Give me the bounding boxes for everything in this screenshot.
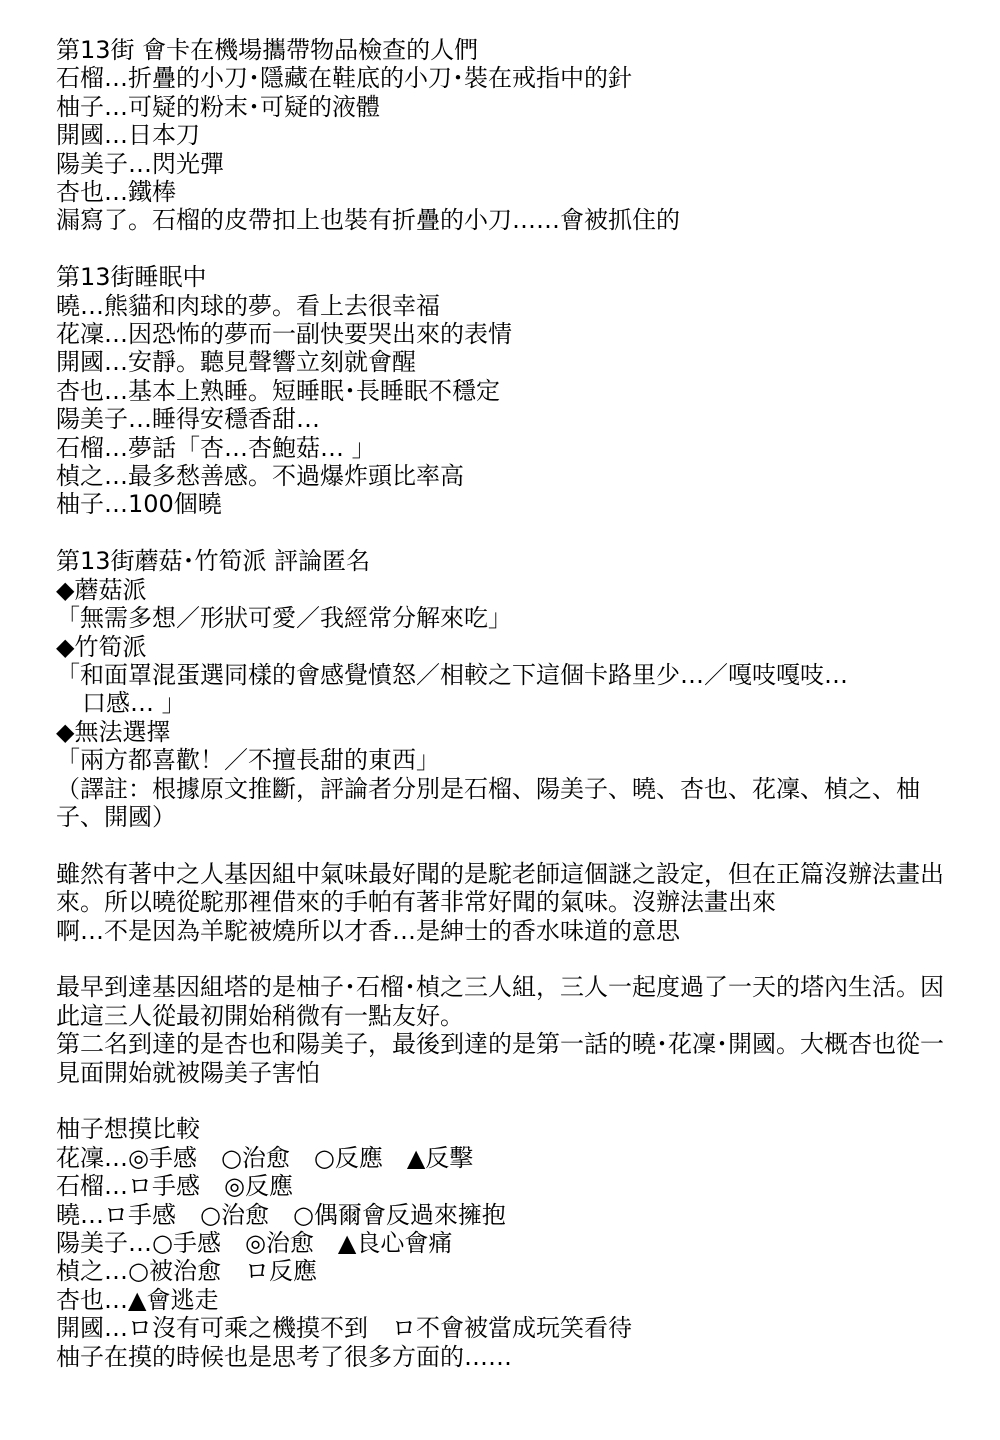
text-line: 楨之…○被治愈 ロ反應: [56, 1257, 317, 1286]
subsection-heading: ◆竹筍派: [56, 632, 147, 661]
text-line: 柚子…100個曉: [56, 490, 222, 519]
text-line: 開國…安靜。聽見聲響立刻就會醒: [56, 348, 416, 377]
text-line: 陽美子…○手感 ◎治愈 ▲良心會痛: [56, 1228, 453, 1257]
section-sleeping: [56, 263, 956, 519]
section-arrival: [56, 973, 956, 1087]
text-line: 楨之…最多愁善感。不過爆炸頭比率高: [56, 462, 464, 491]
text-line: 石榴…折疊的小刀･隱藏在鞋底的小刀･裝在戒指中的針: [56, 64, 632, 93]
section-heading: 第13街睡眠中: [56, 263, 207, 292]
section-yuzu-compare: [56, 1115, 956, 1371]
text-line: 陽美子…閃光彈: [56, 149, 224, 178]
text-line: 柚子…可疑的粉末･可疑的液體: [56, 92, 380, 121]
paragraph: 最早到達基因組塔的是柚子･石榴･楨之三人組，三人一起度過了一天的塔內生活。因此這三人從最初開始稍微有一點友好。: [56, 973, 944, 1030]
text-line: 漏寫了。石榴的皮帶扣上也裝有折疊的小刀……會被抓住的: [56, 206, 680, 235]
paragraph: 啊…不是因為羊駝被燒所以才香…是紳士的香水味道的意思: [56, 916, 680, 945]
section-mushroom-bamboo: [56, 547, 956, 831]
text-line: 柚子在摸的時候也是思考了很多方面的……: [56, 1342, 512, 1371]
section-heading: 第13街蘑菇･竹筍派 評論匿名: [56, 547, 371, 576]
text-line: 杏也…鐵棒: [56, 178, 176, 207]
text-line: 石榴…ロ手感 ◎反應: [56, 1172, 293, 1201]
text-line: 杏也…基本上熟睡。短睡眠･長睡眠不穩定: [56, 376, 500, 405]
subsection-heading: ◆無法選擇: [56, 717, 171, 746]
section-scent: [56, 860, 956, 945]
text-line: 開國…日本刀: [56, 121, 200, 150]
text-line: 杏也…▲會逃走: [56, 1285, 219, 1314]
text-line: 曉…ロ手感 ○治愈 ○偶爾會反過來擁抱: [56, 1200, 506, 1229]
text-line: 陽美子…睡得安穩香甜…: [56, 405, 320, 434]
section-heading: 第13街 會卡在機場攜帶物品檢查的人們: [56, 36, 479, 64]
text-line: 曉…熊貓和肉球的夢。看上去很幸福: [56, 291, 440, 320]
section-airport-check: [56, 36, 956, 235]
paragraph: 第二名到達的是杏也和陽美子，最後到達的是第一話的曉･花凜･開國。大概杏也從一見面開始就被陽美子害怕: [56, 1030, 944, 1087]
quote-line-continued: 口感… 」: [82, 689, 186, 718]
translator-note: （譯註：根據原文推斷，評論者分別是石榴、陽美子、曉、杏也、花凜、楨之、柚子、開國）: [56, 774, 920, 831]
section-heading: 柚子想摸比較: [56, 1115, 200, 1144]
paragraph: 雖然有著中之人基因組中氣味最好聞的是駝老師這個謎之設定，但在正篇沒辦法畫出來。所以曉從駝那裡借來的手帕有著非常好聞的氣味。沒辦法畫出來: [56, 859, 944, 917]
subsection-heading: ◆蘑菇派: [56, 575, 147, 604]
quote-line: 「和面罩混蛋選同樣的會感覺憤怒／相較之下這個卡路里少…／嘎吱嘎吱…: [56, 660, 848, 689]
quote-line: 「兩方都喜歡！／不擅長甜的東西」: [56, 746, 440, 775]
quote-line: 「無需多想／形狀可愛／我經常分解來吃」: [56, 604, 512, 633]
text-line: 石榴…夢話「杏…杏鮑菇… 」: [56, 433, 376, 462]
text-line: 開國…ロ沒有可乘之機摸不到 ロ不會被當成玩笑看待: [56, 1314, 632, 1343]
text-line: 花凜…◎手感 ○治愈 ○反應 ▲反擊: [56, 1143, 474, 1172]
text-line: 花凜…因恐怖的夢而一副快要哭出來的表情: [56, 320, 512, 349]
